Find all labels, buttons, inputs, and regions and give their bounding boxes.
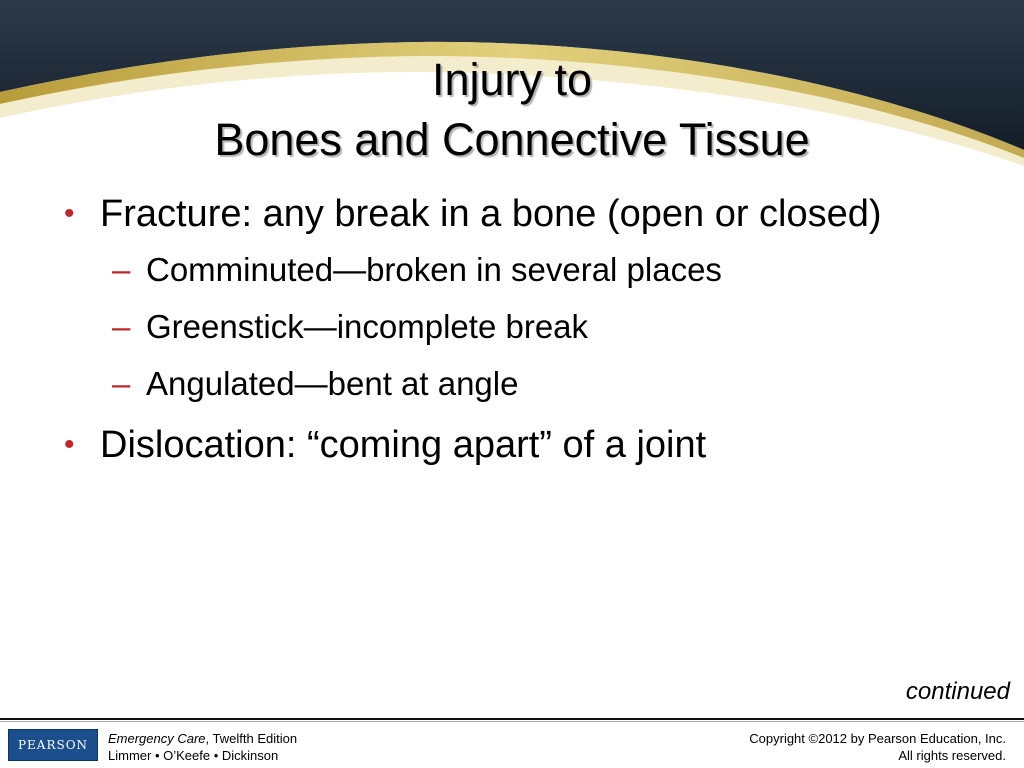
sub-bullet-text: Greenstick—incomplete break	[146, 308, 589, 345]
bullet-mark: •	[64, 428, 75, 461]
dash-mark: –	[112, 251, 131, 288]
bullet-fracture	[58, 188, 988, 240]
copyright-text: Copyright ©2012 by Pearson Education, Inc.	[749, 731, 1006, 746]
slide-title	[0, 50, 1024, 170]
sub-bullet-text: Angulated—bent at angle	[146, 365, 519, 402]
slide-title-line2: Bones and Connective Tissue	[214, 114, 810, 165]
footer-divider	[0, 718, 1024, 720]
slide-title-line1: Injury to	[431, 54, 593, 105]
pearson-logo: PEARSON	[8, 729, 98, 761]
bullet-mark: •	[64, 197, 75, 230]
sub-bullet-comminuted	[58, 248, 988, 292]
sub-bullet-text: Comminuted—broken in several places	[146, 251, 722, 288]
dash-mark: –	[112, 365, 131, 402]
bullet-text: Dislocation: “coming apart” of a joint	[100, 424, 707, 466]
book-edition: , Twelfth Edition	[205, 731, 298, 746]
continued-label: continued	[905, 678, 1010, 705]
dash-mark: –	[112, 308, 131, 345]
sub-bullet-angulated	[58, 362, 988, 406]
fracture-types-list	[58, 248, 988, 406]
bullet-text: Fracture: any break in a bone (open or closed)	[100, 193, 882, 235]
rights-text: All rights reserved.	[898, 748, 1006, 763]
book-info	[108, 730, 297, 764]
bullet-dislocation	[58, 419, 988, 471]
footer-divider-shadow	[0, 721, 1024, 722]
book-authors: Limmer • O’Keefe • Dickinson	[108, 748, 279, 763]
book-title-line	[108, 730, 297, 747]
slide-content	[58, 188, 988, 479]
book-title: Emergency Care	[108, 731, 206, 746]
copyright-notice	[749, 730, 1006, 764]
sub-bullet-greenstick	[58, 305, 988, 349]
